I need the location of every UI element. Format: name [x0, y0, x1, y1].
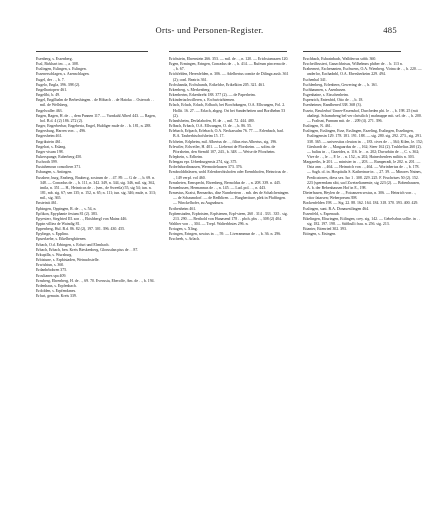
index-entry: Erwishtun, s. 360.	[36, 263, 65, 268]
index-entry: Erabernert, Eschenanten, Eschwens, O.A. Wienberg. Virina de . ., b. 220. — anderlor, Eachadnbl, O.A. Ebersherkeim 229. 494.	[303, 67, 422, 77]
index-entry: Engelhartoperr 461.	[36, 87, 68, 92]
index-entry: Engelfhi, b. 49.	[36, 93, 61, 98]
index-entry: Bockenfelden 198. — Sig. 22. 88. 162. 164. 184. 318. 370. 393. 400. 429.	[303, 201, 419, 206]
index-entry: Erdenhaus, s. Erpfenbach.	[36, 283, 77, 288]
index-entry: Esgenhaine, s. Eisschenheim.	[303, 93, 349, 98]
index-entry: Essenerschlagen, s. Asenschlagen.	[36, 72, 90, 77]
index-entry: Erkindertachwilleren, s. Erchwirtzhiemen.	[169, 98, 236, 103]
index-column-2	[169, 57, 290, 477]
index-entry: Ergen, Ermingen, Eringen, Conradus de . ., b. 414. — Rufeum pincerna de . ., b. 67.	[169, 62, 288, 72]
column-rule-2	[169, 51, 287, 52]
index-column-3	[303, 57, 424, 477]
index-entry: Erlach, Erlach, Erlach, Erlbach, bei Borchdungen, O.A. Ellwangen, Fol. 2. Hollit. 16. 27. — Erlach, abgeg. Ort bei Sanderheiten und Bordhehm 53 (2).	[169, 103, 286, 118]
index-entry: Epbingen, Oppingen, R. de . ., s. 54, n.	[36, 206, 97, 211]
index-entry: Engel, Engilbalm de Berbeshingen. . de Höbach . . de Hatoka . . Osterrab . . mil. de Wellsberg.	[36, 98, 154, 108]
index-entry: Eussberr, burg, Enzberg, Baubecg, sostrum de . . 47. 89. — G de . ., b. 69. n. 348. — Conradus de . ., b. 111, n. 342. 349, n. 344, sig. 346, mil. sig. 362, imtla, n. 351 — H., Heinricus de . . (sen., de Sweetla) 55, sig 54; iun. n. 181, mb. sig. 67; sen 135; n. 152, n. 65; n. 111; iun. sig. 346; mule, n. 313; mil., sig. 365.	[36, 175, 156, 201]
index-entry: Engelwaller 463.	[36, 108, 63, 113]
index-entry: Erdanbrbohren 375.	[36, 268, 68, 273]
index-entry: Eschbaumen, s. Asenhusen.	[303, 87, 347, 92]
index-entry: Erkenbertm, Erkenbreht 188. 377 (2). — de Paperheim.	[169, 93, 256, 98]
index-entry: Ettanter, Ettenried 302. 393.	[303, 227, 347, 232]
index-entry: Epfikon, Epyphanie festum 81 (2). 383.	[36, 211, 98, 216]
column-rule-3	[303, 51, 401, 52]
page-title: Orts- und Personen-Register.	[155, 25, 264, 35]
index-entry: Eppin villiea de Waindig 81.	[36, 222, 81, 226]
index-entry: Erculianes spa 409.	[36, 273, 67, 278]
index-entry: Ernsberg, Ehrenberg, H. de . ., 69. 70. Everusia, Eberolfe, Am. de . ., b. 194.	[36, 278, 155, 283]
index-entry: Eppenberg, Hul. B.d. 86. 82 (2), 197. 301. 396. 430. 455.	[36, 227, 126, 232]
index-entry: Ermbrolddisleaen, wohl Erlenbrechtshofen oder Erembhofen, Heinricus de . ., 149 verpf. vol 460.	[169, 170, 288, 180]
index-entry: Erlandsheim, Derlalahofen, H. de . ., mil. 72. 444. 480.	[169, 118, 255, 123]
index-entry: Walther von . ., 304. — Trepf. Walterbbstes 296. n.	[169, 222, 249, 226]
index-entry: Eschenhal 341.	[303, 77, 327, 82]
index-entry: Erichstein, Ehrenstein 266. 353. — mil. de . ., n. 120. — Erichstamsaen 120.	[169, 57, 289, 61]
index-entry: Erkupilla, s. Wurzburg.	[36, 252, 73, 257]
index-entry: Erlewiler, Erlweiler, H. 401. — Liebenot de Florsheim. — solim. de Pforzheim, den Stemfil 107, 243., b. 348. — Weise de Pforzheim.	[169, 144, 276, 154]
index-entry: Eschroth 399.	[36, 160, 58, 165]
index-entry: Engersheim 461.	[36, 134, 63, 139]
index-entry: Etkelingen, Elturingen, Etilingen, crey. sig. 142. — Gebelsrhus sollte. in . . sig. 182. 197. 198. — Stiftbulli frau. n. 256. sig. 213.	[303, 216, 420, 226]
index-entry: Erscheeb, s. Arlach.	[169, 237, 201, 242]
index-entry: Erdrelnhordinausen, Wermoiteluusen 373. 376.	[169, 165, 243, 170]
page-number: 485	[383, 25, 397, 35]
index-entry: Erribenheim 461.	[169, 206, 197, 211]
index-entry: Ermenhusen, Hermannus de . ., n. 145. — Lud. pol. . ., n. 443.	[169, 185, 267, 190]
index-entry: Esenheimer, Randhened 338. 368 (3).	[303, 103, 362, 108]
index-entry: Erschbach, Esbrainbach, Wallderrus sobb. 360.	[303, 57, 377, 61]
index-entry: Erbistune, s. Erpbistaden, Weinachstelle.	[36, 258, 100, 263]
index-entry: Erringen, Eringen, sowius in . ., 59. — Liverammun de . ., b. 36. n. 296.	[169, 232, 282, 237]
index-entry: Esslingen, sunt. B.A. Donauestlingen 464.	[303, 206, 370, 211]
index-entry: Eugel, der . ., b. 7.	[36, 77, 65, 82]
index-entry: Eschlenberg, Erlenbern, Gewering de . ., b. 161.	[303, 82, 378, 87]
index-entry: Ettingen, s. Eisingen.	[303, 232, 337, 237]
index-entry: Erbach, O.d. Erbingen, s. Erfurt und Elrmhach.	[36, 242, 110, 247]
running-header	[22, 25, 397, 39]
index-entry: Ermestus, Kraist, Bernardus, dise Nurnbertern . . mb. des de Schalcheningen. — de Schaumdorf. — de Redbliren. — Burgheriture, plek in Pfaffingen. — Winckelhofer, zu Augsnburn.	[169, 191, 290, 206]
index-entry: Eugelo, Engla, 396. 398 (2).	[36, 82, 81, 87]
index-entry: Erkenberg, s. Merkenberg.	[169, 87, 211, 92]
index-entry: Essl, Birkhart im . ., a. 308.	[36, 62, 79, 67]
index-entry: Esslingen, Eslingen, s. Eslingen.	[36, 67, 87, 72]
index-entry: Erlengau epr. Urbenburgensis 274, sig. 375.	[169, 160, 238, 165]
index-entry: Engersburg, Harren von . ., 496.	[36, 129, 87, 134]
index-entry: Epyesterr, Siegfried III. son . ., Ebishbergl von Mainz 446.	[36, 216, 128, 221]
column-rule-1	[36, 51, 148, 52]
index-entry: Esslingen, N. 461.	[303, 124, 332, 129]
index-entry: Enger visum 198.	[36, 149, 64, 154]
index-entry: Erbach, Erbach, ben. Kreis Bieskenberg, Glorusdan pius de . . 87.	[36, 247, 139, 252]
index-entry: Erpbenstaden, Erpbristen, Erpfstenen, Erpf-steen, 260 . 314 . 333 . 335 . sig. 213. 290. — Berthold von Hunasend 178 . . pbch. pbs . ., 308 (2) 404.	[169, 211, 288, 221]
index-entry: Erlebach, Erlpach, Erlebach, O.A. Neckarsulm 76. 77. — Erlenbach, bad. B.A. Tauberbischofsheim 15. 17.	[169, 129, 284, 139]
index-entry: Enger, Engerberhar, Engeberta, Engel, Huldiger mule de . . b. 181, n. 288.	[36, 124, 152, 129]
index-entry: Ermsheten, Ermspecht, Ehrenberg, Bernoldus de . ., n. 208. 339. n. 445.	[169, 180, 281, 185]
index-entry: Erscheilfrusteri, Ganzchhrisus, Wilhelmns phiber de . . b. 113 n.	[303, 62, 403, 67]
index-entry: Erdolden, s. Erpfendanes.	[36, 289, 77, 294]
index-entry: Ensteinit 461.	[36, 201, 58, 206]
index-entry: Esslingen, Esslingen, Esse, Esslingen, Ezzeling, Esslingen, Esselingen, Esslingensin 129. 178. 181. 191. 188. — sig. 280. sig. 292. 273., sig. 291. 338. 365. — universitas cleuion in . ., 183. cives de . ., 364; Kilen, le. 152; Gieshardt de . ., Margaardus de . ., 162; Sieer 162 (2). Truhhelius 260 (2). — bulias in . ., Gazetdes, n. 116. le . . n. 202; Duvarbiin de . ., C. s. 362; Vive de . ., le . ., F. le . . n. 152., n. 202; Hainechenlees militis n. 303.	[303, 129, 423, 159]
index-entry: Erfurt, gemain. Kreis 339.	[36, 294, 77, 299]
index-entry: Epuerlaehe, s. Eikelbergbitenen.	[36, 237, 87, 242]
index-entry: Eukerspunge, Euberberg 450.	[36, 154, 83, 159]
index-entry: Erriagen, s. Xling.	[169, 227, 198, 232]
index-entry: Engen, Ragen, H. de . ., dem Pannen 117. — Varnkahl Alberl 443. — Ragen, hol. B.d. 4 (2) 186. 272 (2).	[36, 113, 156, 123]
index-entry: Erchshanda, Erchshunds, Erikelche, Erikelkirn 205. 321. 461.	[169, 82, 266, 87]
index-entry: Erlbach, Erbach, O.A. Ellwangen, O. de . ., b. 86. 55.	[169, 124, 252, 129]
index-entry: Essenfeld, s. Espenaub.	[303, 211, 340, 216]
index-entry: Erlephein, s. Erlheim.	[169, 154, 204, 159]
index-entry: Espenrich, Entenfrid, Otto de . ., b. 18.	[303, 98, 364, 103]
index-entry: Dieterhusen, Heylen de . ., Fotoanzen sextus, n. 306. — Heinrich von . ., vitor fatarsen; Weberpreum 398.	[303, 191, 417, 201]
index-entry: Epylingn, s. Epplina.	[36, 232, 69, 237]
index-entry: Eustahenoun consoltern 371.	[36, 165, 82, 170]
index-entry: Erichfelden, Herenfelden, n. 306. — Adelbertus comite de Dilinga ausb. 361 (2); conl. Beatrix 361.	[169, 72, 289, 82]
index-column-1	[36, 57, 157, 477]
index-entry: Esenberg, s. Essenberg.	[36, 57, 73, 61]
index-entry: Esseto, Bawlerhof Unner-Essensbof, Durcheden phi. le . ., b. 198. 25 (mit abaltegi. Schamrbeng bel ver christlich ) mahnuppe mit. sel. de . ., b. 200. — Fraltsnt, Purnum mit. de . . 209 (4). 271. 396.	[303, 108, 422, 123]
index-entry: Engrikstein 461.	[36, 139, 62, 144]
index-entry: Margareths, le 201. — minister in . ., 203. — Ramperadi, le 202. n. 201. — Osta ann . ., 464. — Heimrich von . ., 464. — Worinbertus de . ., b. 178. — Sagh. ol. in. Hospitalis S. Katherinae in . ., 27. 39. — Minores Nnines, Predicatorres, diess sex. Iso 1 . 308. 229. 225. F. Fruchriues 50 (2). 152. 223 (sperendam sibi, sacl Zweizelianemie, sig 223 (2). — Bobenhausen, A. b. der Bebenhausen Hof in E., 198.	[303, 160, 422, 190]
index-entry: Erlcheim, Erlpheim, mil. Albertus de . ., filius eius Albertus, sig. 196.	[169, 139, 278, 144]
index-entry: Engelrat, s. Eslang.	[36, 144, 67, 149]
index-entry: Esbungen, s. Antingen.	[36, 170, 72, 175]
